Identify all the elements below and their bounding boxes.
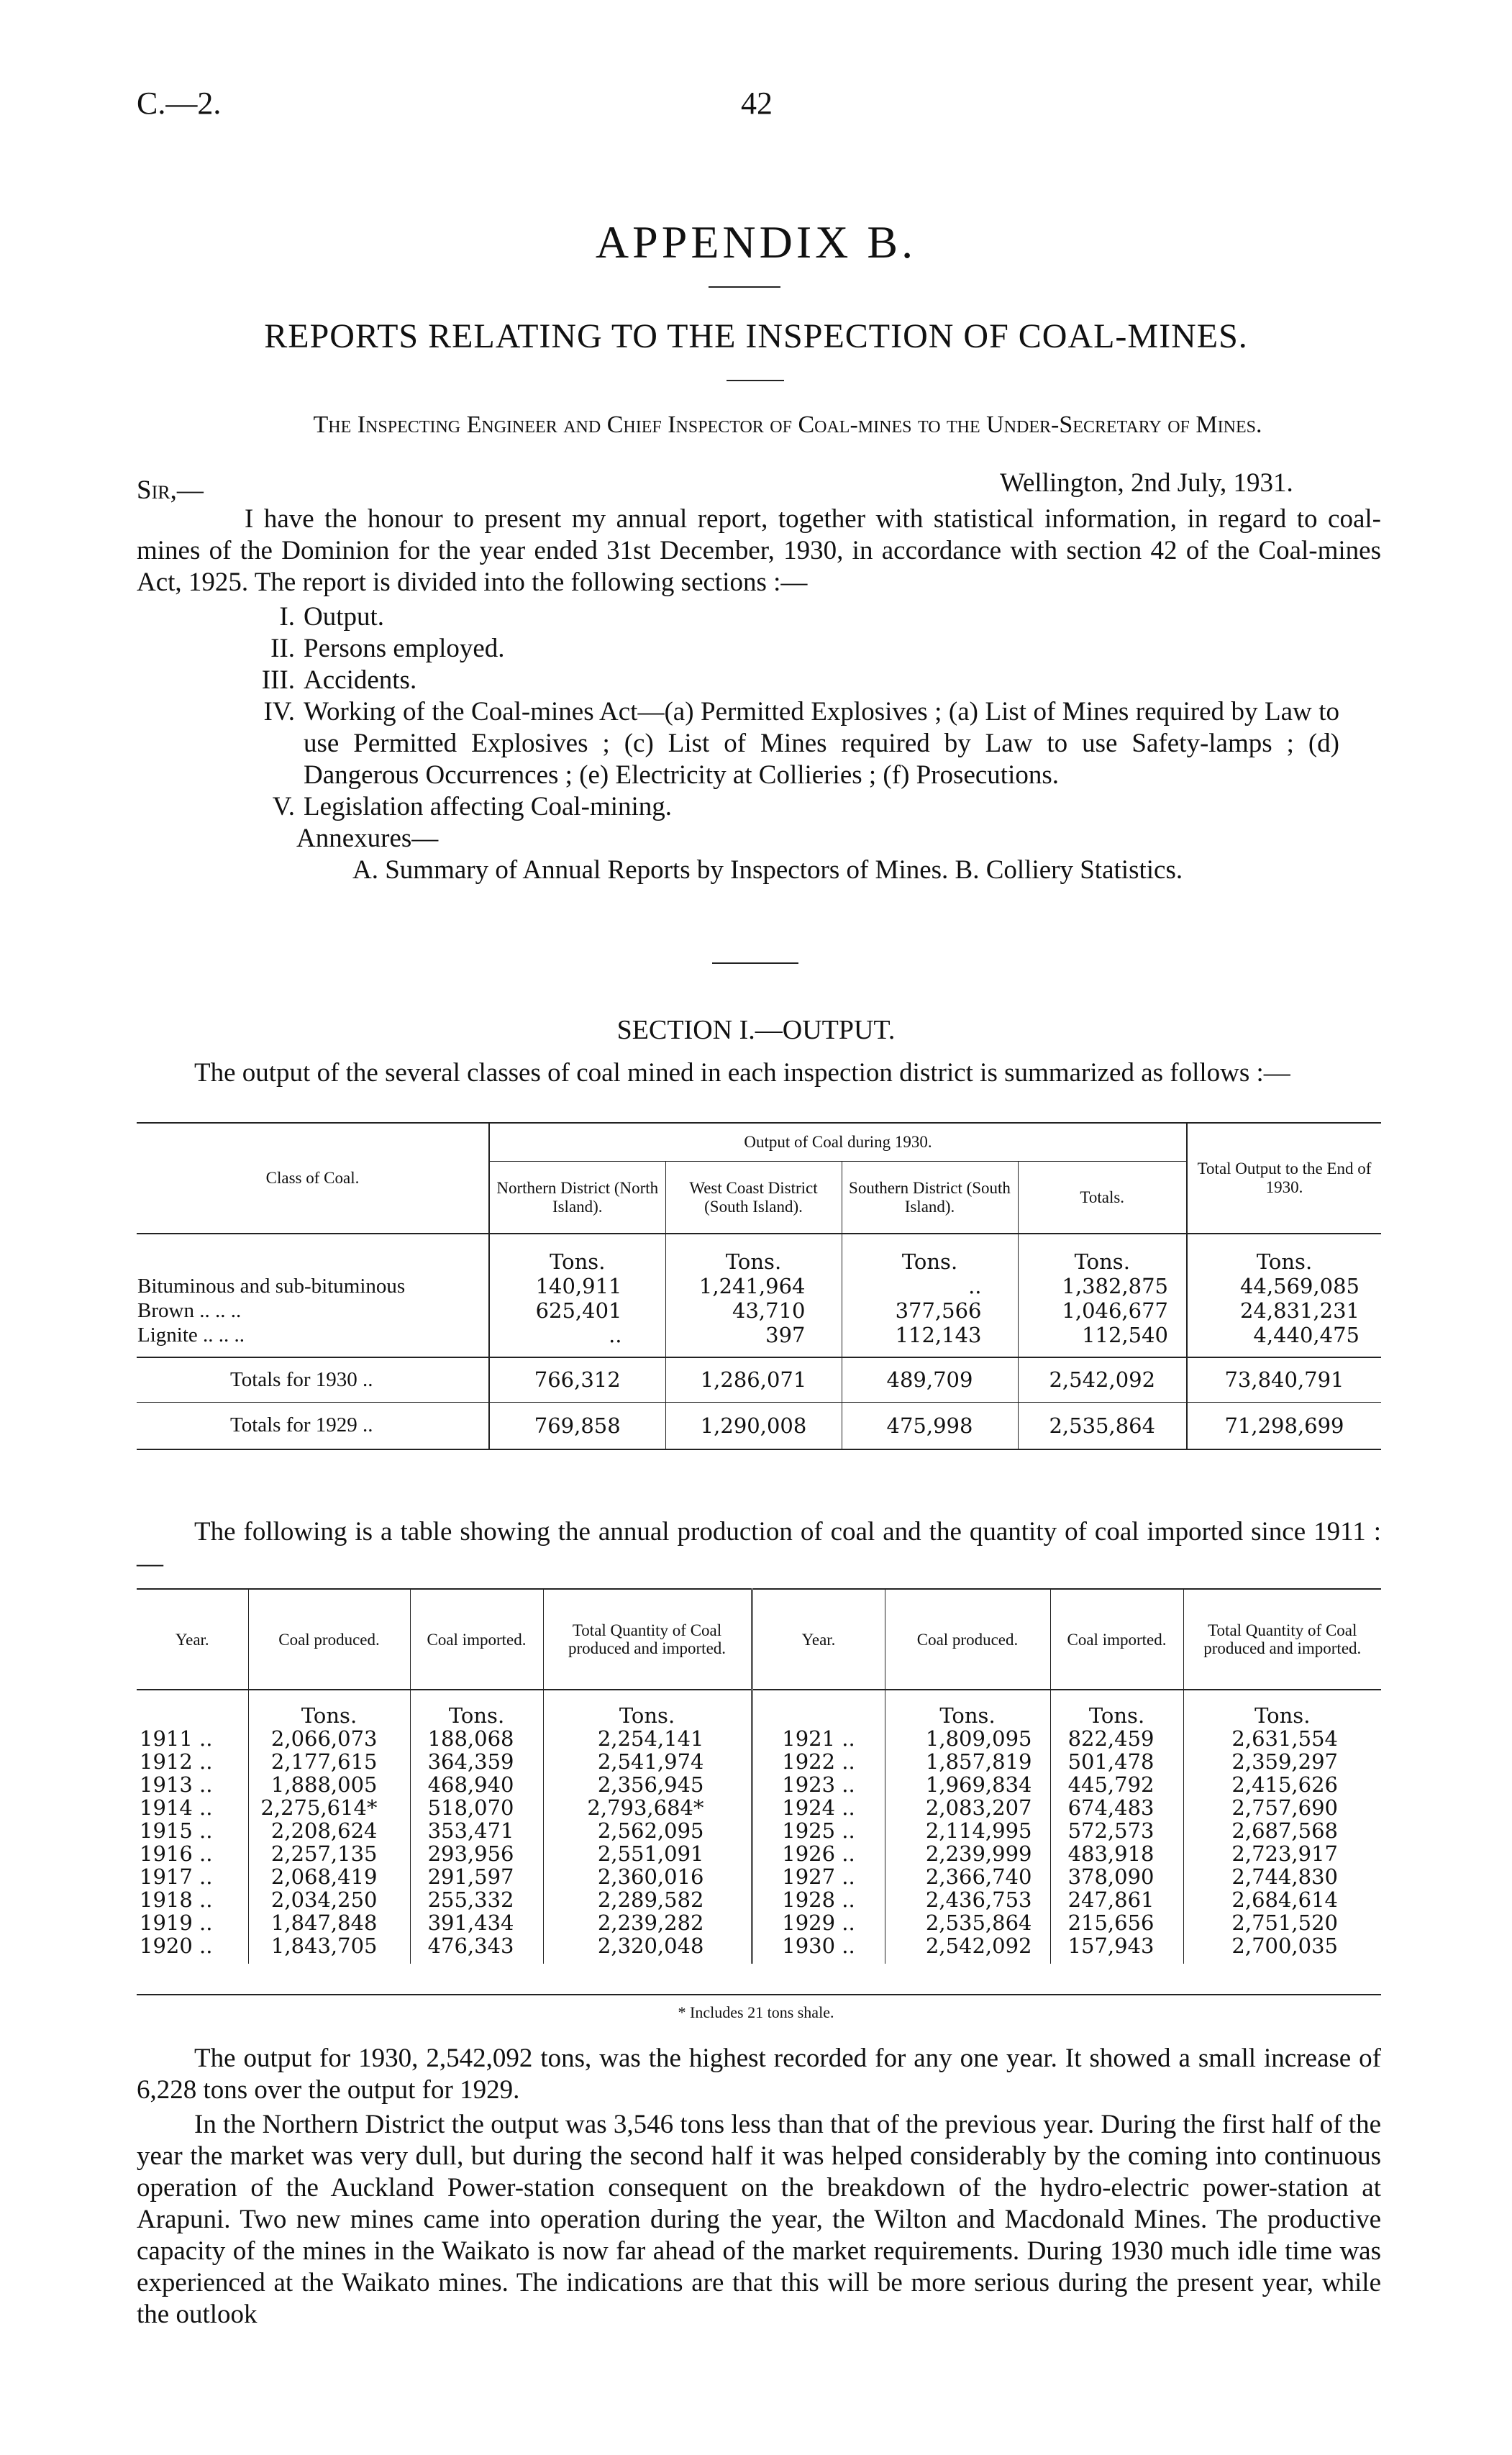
cell-coal-imported: 293,956 (410, 1842, 543, 1865)
cell-west-coast: 1,290,008 (665, 1402, 842, 1449)
cell-total-quantity: 2,631,554 (1231, 1726, 1338, 1751)
cell-west-coast: 397 (665, 1323, 842, 1357)
cell-total-quantity: 2,723,917 (1231, 1841, 1338, 1866)
header-produced: Coal produced. (248, 1589, 410, 1690)
document-reference: C.—2. (137, 86, 222, 121)
cell-year: 1924 .. (752, 1796, 885, 1819)
cell-coal-imported: 572,573 (1050, 1819, 1183, 1842)
header-northern: Northern District (North Island). (489, 1162, 665, 1234)
header-imported: Coal imported. (410, 1589, 543, 1690)
output-intro: The output of the several classes of coal mined in each inspection district is summarized as follows :— (194, 1058, 1290, 1088)
cell-southern: 112,143 (842, 1323, 1018, 1357)
cell-coal-produced: 1,888,005 (248, 1773, 410, 1796)
header-produced: Coal produced. (885, 1589, 1050, 1690)
totals-1930-row (137, 1357, 1381, 1402)
section-number: V. (272, 792, 295, 821)
section-list (245, 601, 1381, 886)
cell-year: 1917 .. (137, 1865, 248, 1888)
header-totals: Totals. (1018, 1162, 1187, 1234)
cell-total-quantity: 2,793,684* (543, 1796, 752, 1819)
output-table (137, 1122, 1381, 1450)
table-row (137, 1819, 1381, 1842)
cell-coal-imported: 674,483 (1050, 1796, 1183, 1819)
cell-cumulative: 4,440,475 (1253, 1323, 1360, 1347)
cell-total-quantity: 2,254,141 (543, 1727, 752, 1750)
cell-coal-produced: 1,809,095 (885, 1727, 1050, 1750)
cell-coal-produced: 2,083,207 (885, 1796, 1050, 1819)
table-row (137, 1842, 1381, 1865)
unit-label: Tons. (1050, 1690, 1183, 1727)
cell-southern: .. (842, 1274, 1018, 1298)
header-total-output: Total Output to the End of 1930. (1187, 1123, 1381, 1234)
cell-year: 1915 .. (137, 1819, 248, 1842)
header-total: Total Quantity of Coal produced and imported. (543, 1589, 752, 1690)
cell-coal-produced: 2,436,753 (885, 1888, 1050, 1911)
cell-coal-imported: 255,332 (410, 1888, 543, 1911)
cell-coal-imported: 378,090 (1050, 1865, 1183, 1888)
report-subtitle: REPORTS RELATING TO THE INSPECTION OF COAL-MINES. (264, 317, 1248, 355)
cell-year: 1925 .. (752, 1819, 885, 1842)
table-row (137, 1298, 1381, 1323)
intro-paragraph: I have the honour to present my annual report, together with statistical information, in regard to coal-mines of the Dominion for the year ended 31st December, 1930, in accordance with section 42 of the Coal-mines Act, 1925. The report is divided into the following sections :— (137, 504, 1381, 597)
cell-year: 1911 .. (137, 1727, 248, 1750)
cell-total: 2,542,092 (1018, 1357, 1187, 1402)
subtitle-rule (727, 380, 784, 381)
cell-coal-produced: 2,366,740 (885, 1865, 1050, 1888)
cell-coal-produced: 1,847,848 (248, 1911, 410, 1934)
cell-northern: 766,312 (489, 1357, 665, 1402)
cell-coal-produced: 1,857,819 (885, 1750, 1050, 1773)
unit-label: Tons. (1254, 1703, 1311, 1728)
table-row (137, 1773, 1381, 1796)
table-row (137, 1888, 1381, 1911)
production-intro: The following is a table showing the annual production of coal and the quantity of coal imported since 1911 :— (137, 1517, 1381, 1578)
annexures-list: A. Summary of Annual Reports by Inspectors of Mines. B. Colliery Statistics. (352, 855, 1183, 885)
section-text: Output. (304, 602, 385, 632)
cell-coal-imported: 215,656 (1050, 1911, 1183, 1934)
cell-year: 1919 .. (137, 1911, 248, 1934)
totals-1929-row (137, 1402, 1381, 1449)
cell-coal-imported: 291,597 (410, 1865, 543, 1888)
cell-coal-imported: 364,359 (410, 1750, 543, 1773)
cell-year: 1914 .. (137, 1796, 248, 1819)
annexures-label: Annexures— (296, 824, 439, 853)
cell-coal-imported: 468,940 (410, 1773, 543, 1796)
cell-coal-imported: 445,792 (1050, 1773, 1183, 1796)
cell-coal-imported: 822,459 (1050, 1727, 1183, 1750)
cell-coal-imported: 483,918 (1050, 1842, 1183, 1865)
table-row (137, 1796, 1381, 1819)
header-southern: Southern District (South Island). (842, 1162, 1018, 1234)
cell-total-quantity: 2,687,568 (1231, 1818, 1338, 1843)
title-rule (709, 286, 780, 288)
cell-coal-produced: 1,843,705 (248, 1934, 410, 1964)
table-row (137, 1865, 1381, 1888)
unit-label: Tons. (248, 1690, 410, 1727)
cell-total: 1,046,677 (1018, 1298, 1187, 1323)
cell-coal-produced: 2,239,999 (885, 1842, 1050, 1865)
header-year: Year. (137, 1589, 248, 1690)
cell-cumulative: 73,840,791 (1187, 1357, 1381, 1402)
units-row (137, 1690, 1381, 1727)
cell-northern: .. (489, 1323, 665, 1357)
row-label: Totals for 1930 .. (137, 1357, 489, 1402)
cell-year: 1928 .. (752, 1888, 885, 1911)
table-row (137, 1750, 1381, 1773)
production-table-bottom-rule (137, 1994, 1381, 1995)
section-number: III. (261, 665, 295, 695)
cell-coal-produced: 2,066,073 (248, 1727, 410, 1750)
cell-northern: 625,401 (489, 1298, 665, 1323)
cell-coal-imported: 247,861 (1050, 1888, 1183, 1911)
cell-coal-produced: 2,542,092 (885, 1934, 1050, 1964)
production-table-body (137, 1727, 1381, 1964)
cell-west-coast: 1,241,964 (665, 1274, 842, 1298)
cell-year: 1929 .. (752, 1911, 885, 1934)
unit-label: Tons. (665, 1234, 842, 1274)
section-text: Accidents. (304, 665, 417, 695)
unit-label: Tons. (543, 1690, 752, 1727)
cell-northern: 140,911 (489, 1274, 665, 1298)
page-number: 42 (741, 86, 773, 121)
cell-southern: 475,998 (842, 1402, 1018, 1449)
table-row (137, 1323, 1381, 1357)
section-text: Persons employed. (304, 634, 505, 663)
cell-northern: 769,858 (489, 1402, 665, 1449)
cell-coal-imported: 518,070 (410, 1796, 543, 1819)
cell-total-quantity: 2,239,282 (543, 1911, 752, 1934)
row-label: Bituminous and sub-bituminous (137, 1274, 489, 1298)
row-label: Brown .. .. .. (137, 1298, 489, 1323)
header-year: Year. (752, 1589, 885, 1690)
dateline: Wellington, 2nd July, 1931. (1000, 468, 1293, 498)
cell-year: 1927 .. (752, 1865, 885, 1888)
output-paragraph: The output for 1930, 2,542,092 tons, was the highest recorded for any one year. It showed a small increase of 6,228 tons over the output for 1929. (137, 2044, 1381, 2105)
addressee-line: The Inspecting Engineer and Chief Inspector of Coal-mines to the Under-Secretary of Mines. (313, 411, 1262, 438)
cell-cumulative: 71,298,699 (1187, 1402, 1381, 1449)
cell-year: 1921 .. (752, 1727, 885, 1750)
cell-year: 1913 .. (137, 1773, 248, 1796)
cell-year: 1912 .. (137, 1750, 248, 1773)
cell-total-quantity: 2,541,974 (543, 1750, 752, 1773)
cell-total-quantity: 2,359,297 (1231, 1749, 1338, 1774)
section-item (245, 633, 1381, 665)
cell-coal-produced: 2,208,624 (248, 1819, 410, 1842)
cell-year: 1923 .. (752, 1773, 885, 1796)
unit-label: Tons. (489, 1234, 665, 1274)
units-row (137, 1234, 1381, 1274)
cell-year: 1926 .. (752, 1842, 885, 1865)
cell-year: 1918 .. (137, 1888, 248, 1911)
cell-cumulative: 44,569,085 (1239, 1274, 1360, 1298)
cell-southern: 377,566 (842, 1298, 1018, 1323)
cell-coal-imported: 501,478 (1050, 1750, 1183, 1773)
cell-coal-produced: 2,177,615 (248, 1750, 410, 1773)
section-number: IV. (263, 697, 295, 727)
salutation: Sir,— (137, 475, 204, 505)
cell-coal-imported: 476,343 (410, 1934, 543, 1964)
row-label: Lignite .. .. .. (137, 1323, 489, 1357)
northern-district-paragraph: In the Northern District the output was 3,546 tons less than that of the previous year. During the first half of the year the market was very dull, but during the second half it was helped considerably by the coming into continuous operation of the Auckland Power-station consequent on the breakdown of the hydro-electric power-station at Arapuni. Two new mines came into operation during the year, the Wilton and Macdonald Mines. The productive capacity of the mines in the Waikato is now far ahead of the market requirements. During 1930 much idle time was experienced at the Waikato mines. The indications are that this will be more serious during the present year, while the outlook (137, 2110, 1381, 2329)
cell-total-quantity: 2,415,626 (1231, 1772, 1338, 1797)
cell-west-coast: 1,286,071 (665, 1357, 842, 1402)
cell-coal-imported: 188,068 (410, 1727, 543, 1750)
cell-total: 2,535,864 (1018, 1402, 1187, 1449)
cell-coal-imported: 157,943 (1050, 1934, 1183, 1964)
cell-cumulative: 24,831,231 (1239, 1298, 1360, 1323)
header-output-group: Output of Coal during 1930. (489, 1123, 1187, 1162)
cell-southern: 489,709 (842, 1357, 1018, 1402)
section-rule (712, 962, 798, 964)
section-number: II. (270, 634, 295, 663)
table-row (137, 1934, 1381, 1964)
cell-coal-produced: 2,034,250 (248, 1888, 410, 1911)
unit-label: Tons. (1256, 1249, 1313, 1274)
output-table-header-row (137, 1123, 1381, 1162)
cell-coal-imported: 353,471 (410, 1819, 543, 1842)
section-item (245, 665, 1381, 696)
cell-year: 1916 .. (137, 1842, 248, 1865)
cell-coal-produced: 2,535,864 (885, 1911, 1050, 1934)
section-item (245, 696, 1381, 791)
cell-total-quantity: 2,551,091 (543, 1842, 752, 1865)
table-row (137, 1274, 1381, 1298)
section-text: Legislation affecting Coal-mining. (304, 792, 673, 821)
row-label: Totals for 1929 .. (137, 1402, 489, 1449)
cell-total-quantity: 2,289,582 (543, 1888, 752, 1911)
cell-total-quantity: 2,700,035 (1231, 1934, 1338, 1958)
section-text: Working of the Coal-mines Act—(a) Permitted Explosives ; (a) List of Mines required by Law to use Permitted Explosives ; (c) List of Mines required by Law to use Safety-lamps ; (d) Dangerous Occurrences ; (e) Electricity at Collieries ; (f) Prosecutions. (304, 697, 1339, 790)
unit-label: Tons. (1018, 1234, 1187, 1274)
unit-label: Tons. (842, 1234, 1018, 1274)
cell-total-quantity: 2,356,945 (543, 1773, 752, 1796)
header-class: Class of Coal. (137, 1123, 489, 1234)
cell-total: 112,540 (1018, 1323, 1187, 1357)
cell-total-quantity: 2,684,614 (1231, 1887, 1338, 1912)
header-west-coast: West Coast District (South Island). (665, 1162, 842, 1234)
cell-coal-produced: 2,068,419 (248, 1865, 410, 1888)
unit-label: Tons. (410, 1690, 543, 1727)
section-number: I. (279, 602, 295, 632)
section-item (245, 601, 1381, 633)
unit-label: Tons. (885, 1690, 1050, 1727)
cell-total-quantity: 2,320,048 (543, 1934, 752, 1964)
production-table (137, 1588, 1381, 1964)
table-row (137, 1727, 1381, 1750)
cell-west-coast: 43,710 (665, 1298, 842, 1323)
cell-year: 1922 .. (752, 1750, 885, 1773)
cell-coal-produced: 2,257,135 (248, 1842, 410, 1865)
cell-coal-produced: 2,114,995 (885, 1819, 1050, 1842)
cell-year: 1930 .. (752, 1934, 885, 1964)
cell-total-quantity: 2,751,520 (1231, 1910, 1338, 1935)
section-heading: SECTION I.—OUTPUT. (616, 1015, 896, 1045)
section-item (245, 791, 1381, 823)
footnote: * Includes 21 tons shale. (678, 2003, 834, 2021)
cell-total-quantity: 2,360,016 (543, 1865, 752, 1888)
cell-coal-produced: 1,969,834 (885, 1773, 1050, 1796)
cell-coal-produced: 2,275,614* (248, 1796, 410, 1819)
cell-total-quantity: 2,744,830 (1231, 1864, 1338, 1889)
header-total: Total Quantity of Coal produced and imported. (1183, 1589, 1381, 1690)
header-imported: Coal imported. (1050, 1589, 1183, 1690)
cell-year: 1920 .. (137, 1934, 248, 1964)
cell-total-quantity: 2,562,095 (543, 1819, 752, 1842)
production-header-row (137, 1589, 1381, 1690)
cell-total: 1,382,875 (1018, 1274, 1187, 1298)
cell-coal-imported: 391,434 (410, 1911, 543, 1934)
cell-total-quantity: 2,757,690 (1231, 1795, 1338, 1820)
appendix-title: APPENDIX B. (595, 217, 917, 268)
table-row (137, 1911, 1381, 1934)
